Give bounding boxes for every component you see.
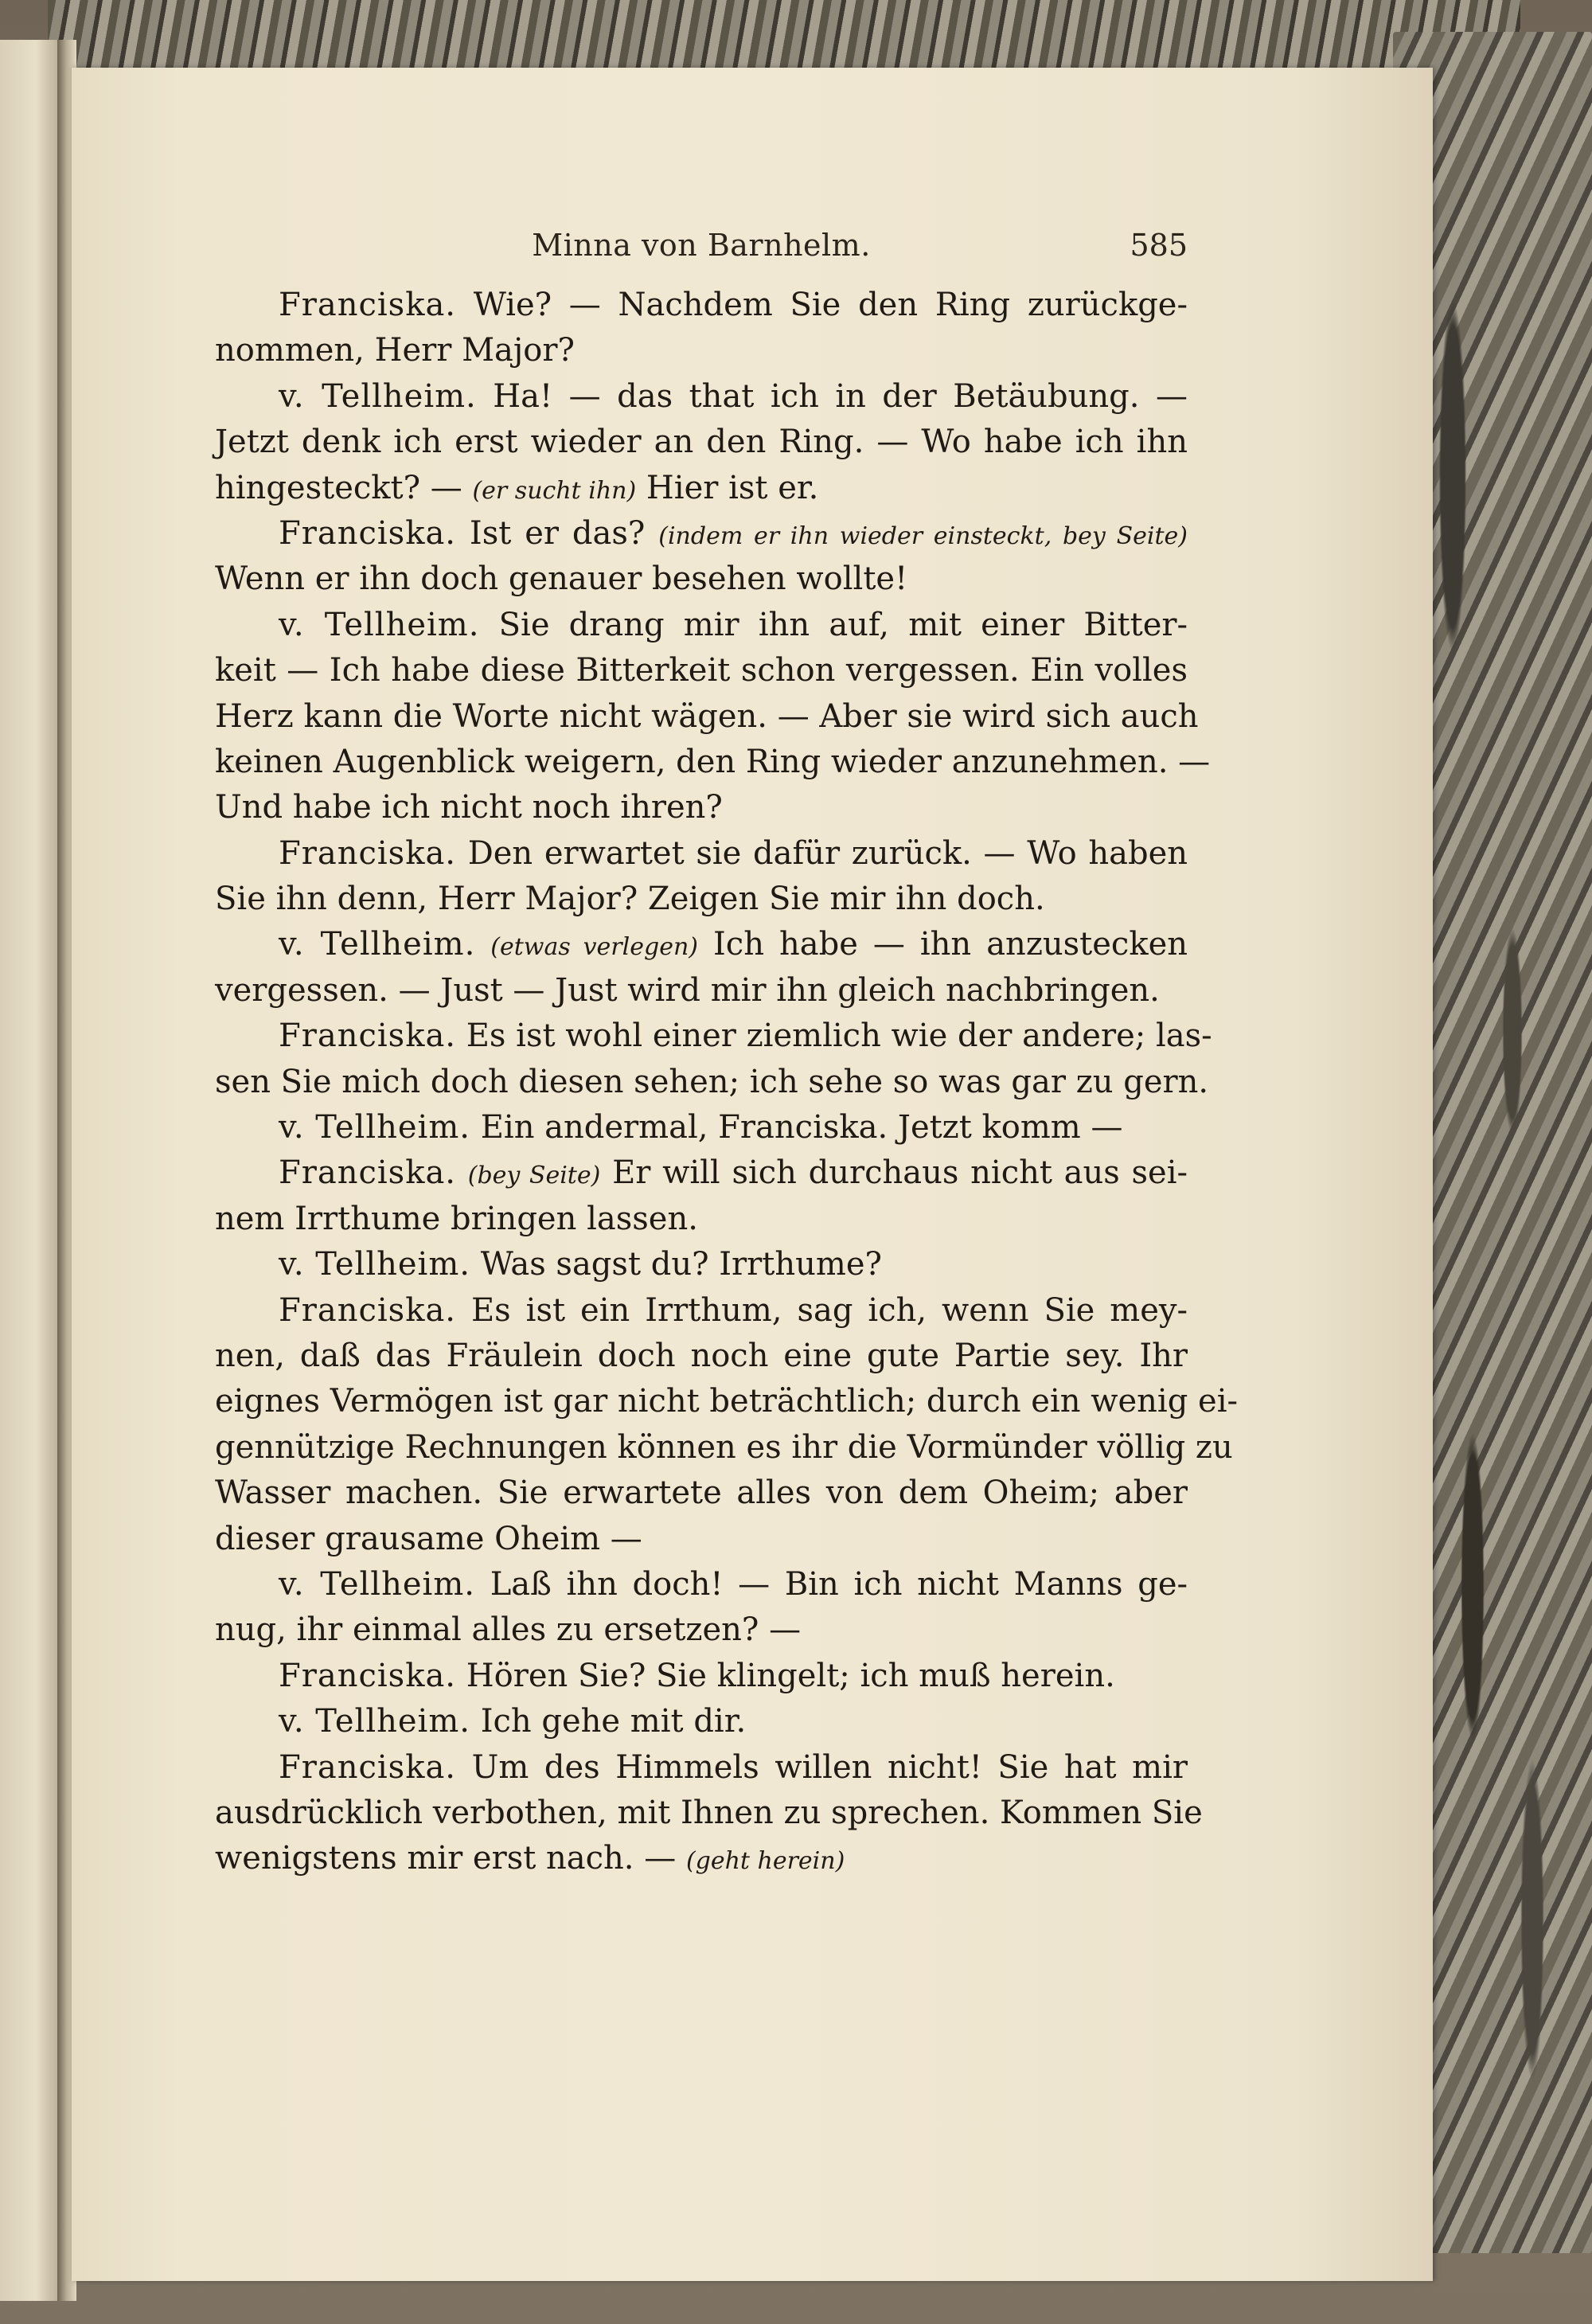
text-line <box>215 694 1199 740</box>
line-text: Ich gehe mit dir. <box>480 1703 747 1740</box>
line-text: Um des Himmels willen nicht! Sie hat mir <box>471 1748 1188 1786</box>
line-text: hingesteckt? — <box>215 469 462 506</box>
line-text: nem Irrthume bringen lassen. <box>215 1200 698 1237</box>
line-text: Was sagst du? Irrthume? <box>480 1246 882 1283</box>
stage-direction: (geht herein) <box>685 1847 845 1876</box>
line-text: nug, ihr einmal alles zu ersetzen? — <box>215 1611 802 1649</box>
text-line <box>215 328 1188 373</box>
text-line <box>215 1197 1188 1242</box>
text-line <box>215 557 1188 602</box>
speaker-name: Franciska. <box>279 1291 457 1329</box>
text-line <box>215 648 1188 693</box>
speaker-name: v. Tellheim. <box>279 1565 475 1603</box>
text-line <box>215 922 1188 967</box>
line-text: keinen Augenblick weigern, den Ring wieder anzunehmen. — <box>215 743 1211 780</box>
text-line <box>215 603 1188 648</box>
text-line <box>215 1242 1188 1287</box>
line-text: Es ist ein Irrthum, sag ich, wenn Sie mey- <box>470 1291 1188 1329</box>
line-text: wenigstens mir erst nach. — <box>215 1840 677 1877</box>
text-line <box>215 1379 1238 1424</box>
page-header <box>215 228 1188 275</box>
text-line <box>215 877 1188 922</box>
line-text: Ist er das? <box>469 514 646 552</box>
speaker-name: Franciska. <box>279 514 457 552</box>
text-line <box>215 1836 1188 1881</box>
line-text-continued: Hier ist er. <box>646 469 819 506</box>
line-text: Hören Sie? Sie klingelt; ich muß herein. <box>466 1657 1115 1694</box>
speaker-name: Franciska. <box>279 1154 457 1192</box>
speaker-name: Franciska. <box>279 287 457 323</box>
text-line <box>215 1060 1209 1105</box>
text-line <box>215 968 1188 1014</box>
text-line <box>215 466 1188 511</box>
text-line <box>215 1562 1188 1607</box>
speaker-name: v. Tellheim. <box>279 606 480 643</box>
line-text: sen Sie mich doch diesen sehen; ich sehe so was gar zu gern. <box>215 1063 1209 1100</box>
line-text: nommen, Herr Major? <box>215 332 575 369</box>
line-text-continued: Ich habe — ihn anzustecken <box>713 926 1188 963</box>
line-text-continued: Er will sich durchaus nicht aus sei- <box>612 1154 1188 1192</box>
text-line <box>215 1607 1188 1653</box>
text-line <box>215 283 1188 328</box>
line-text: vergessen. — Just — Just wird mir ihn gleich nachbringen. <box>215 971 1160 1009</box>
line-text: Den erwartet sie dafür zurück. — Wo haben <box>467 834 1188 872</box>
text-line <box>215 1334 1188 1379</box>
text-line <box>215 785 1188 830</box>
line-text: Jetzt denk ich erst wieder an den Ring. — Wo habe ich ihn <box>215 424 1188 461</box>
text-line <box>215 1791 1203 1836</box>
speaker-name: Franciska. <box>279 1748 457 1786</box>
speaker-name: v. Tellheim. <box>279 1109 470 1146</box>
text-line <box>215 1699 1188 1744</box>
text-line <box>215 1014 1212 1059</box>
line-text: gennützige Rechnungen können es ihr die Vormünder völlig zu <box>215 1428 1233 1466</box>
line-text: nen, daß das Fräulein doch noch eine gute Partie sey. Ihr <box>215 1337 1188 1374</box>
speaker-name: v. Tellheim. <box>279 1703 470 1740</box>
line-text: Ha! — das that ich in der Betäubung. — <box>493 377 1188 415</box>
running-title: Minna von Barnhelm. <box>532 228 871 263</box>
stage-direction: (indem er ihn wieder einsteckt, bey Seite) <box>658 521 1188 550</box>
stage-direction: (er sucht ihn) <box>472 476 637 505</box>
line-text: Wie? — Nachdem Sie den Ring zurückge- <box>473 287 1188 323</box>
text-line <box>215 1745 1188 1791</box>
text-line <box>215 1654 1188 1699</box>
text-line <box>215 420 1188 465</box>
dialogue-text <box>215 283 1238 1882</box>
speaker-name: v. Tellheim. <box>279 1246 470 1283</box>
stage-direction: (etwas verlegen) <box>490 933 698 962</box>
line-text: Sie ihn denn, Herr Major? Zeigen Sie mir ihn doch. <box>215 881 1045 918</box>
text-line <box>215 831 1188 877</box>
speaker-name: Franciska. <box>279 1017 457 1055</box>
line-text: eignes Vermögen ist gar nicht beträchtlich; durch ein wenig ei- <box>215 1383 1238 1420</box>
text-line <box>215 740 1211 785</box>
line-text: Und habe ich nicht noch ihren? <box>215 789 723 826</box>
speaker-name: Franciska. <box>279 834 457 872</box>
stage-direction: (bey Seite) <box>467 1162 601 1190</box>
speaker-name: v. Tellheim. <box>279 377 477 415</box>
speaker-name: v. Tellheim. <box>279 926 476 963</box>
line-text: Herz kann die Worte nicht wägen. — Aber sie wird sich auch <box>215 697 1199 735</box>
text-line <box>215 1517 1188 1562</box>
line-text: Sie drang mir ihn auf, mit einer Bitter- <box>498 606 1188 643</box>
facing-page-edge <box>0 40 60 2301</box>
line-text: keit — Ich habe diese Bitterkeit schon vergessen. Ein volles <box>215 652 1188 689</box>
line-text: Ein andermal, Franciska. Jetzt komm — <box>480 1109 1123 1146</box>
text-line <box>215 1150 1188 1196</box>
line-text: Wasser machen. Sie erwartete alles von dem Oheim; aber <box>215 1474 1188 1512</box>
text-line <box>215 1425 1233 1471</box>
book-top-edge <box>48 0 1520 72</box>
text-line <box>215 511 1188 557</box>
text-line <box>215 1288 1188 1334</box>
line-text: Laß ihn doch! — Bin ich nicht Manns ge- <box>490 1565 1188 1603</box>
text-line <box>215 1105 1188 1150</box>
text-line <box>215 1471 1188 1516</box>
speaker-name: Franciska. <box>279 1657 457 1694</box>
text-line <box>215 374 1188 420</box>
line-text: Es ist wohl einer ziemlich wie der andere; las- <box>466 1017 1212 1055</box>
line-text: ausdrücklich verbothen, mit Ihnen zu sprechen. Kommen Sie <box>215 1794 1203 1831</box>
line-text: dieser grausame Oheim — <box>215 1520 642 1557</box>
line-text: Wenn er ihn doch genauer besehen wollte! <box>215 560 908 598</box>
page-number: 585 <box>1130 228 1188 263</box>
